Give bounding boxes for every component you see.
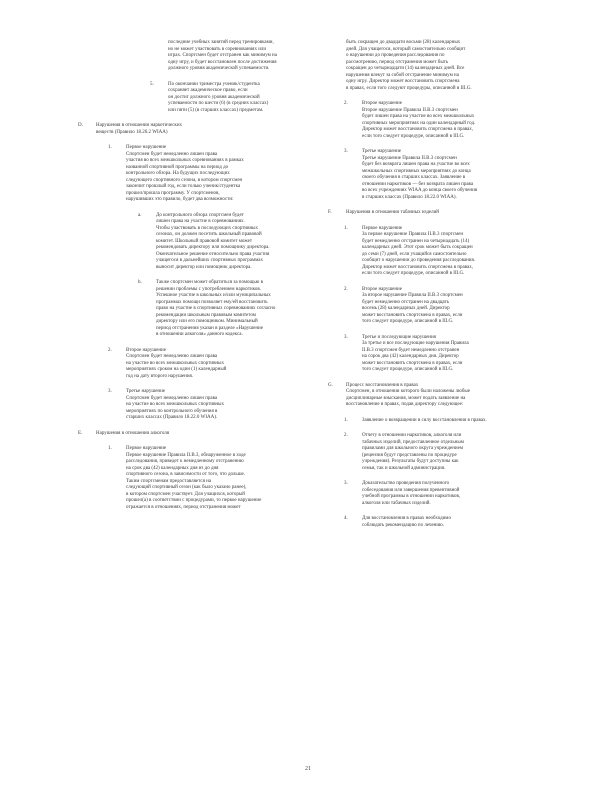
paragraph	[328, 210, 582, 217]
text-line: восемь (28) календарных дней. Директор	[362, 306, 450, 311]
paragraph	[328, 481, 582, 507]
list-marker: 1.	[344, 417, 348, 423]
list-marker: 3.	[344, 481, 348, 486]
text-line: дней. Для учащегося, который самостоятельно сообщит	[346, 46, 466, 52]
text-line: контрольного обзора. На будущих последующих	[126, 171, 230, 176]
text-line: (рецензия будут представлены по процедуре	[362, 452, 457, 458]
text-line: быть сокращен до двадцати восьми (28) календарных	[346, 40, 461, 45]
text-line: Второе нарушение Правила II.В.3 спортсмен	[362, 107, 458, 113]
list-marker: 3.	[344, 334, 348, 340]
text-line: нарушивших это правило, будет два возможности:	[126, 197, 234, 202]
text-line: сохраняет академическое право, если	[168, 88, 248, 93]
paragraph	[54, 280, 312, 339]
text-line: Директор может восстановить спортсмена в правах,	[362, 264, 473, 270]
text-line: Чтобы участвовать в последующих спортивных	[156, 225, 259, 231]
text-line: учебной программы в отношении наркотиков,	[362, 494, 461, 499]
text-line: Первое нарушение	[126, 145, 167, 150]
text-line: того следует процедуре, описанной в III.G.	[362, 319, 454, 324]
left-column	[54, 40, 312, 520]
text-line: может восстановить спортсмена в правах, если	[362, 360, 463, 366]
paragraph	[54, 123, 312, 136]
text-line: будет без возврата лишен права на участие во всех	[362, 162, 470, 167]
text-line: год на дату второго нарушения.	[126, 373, 194, 379]
text-line: Спортсмен будет немедленно лишен права	[126, 354, 218, 359]
text-line: Второе нарушение	[126, 347, 166, 353]
text-line: Второе нарушение	[362, 286, 402, 292]
text-line: играх. Спортсмен будет отстранен как минимум на	[168, 53, 277, 58]
text-line: дисциплинарные взыскания, может подать заявление на	[346, 395, 466, 401]
text-line: выносит директор или помощник директора.	[156, 264, 252, 270]
text-line: будет немедленно отстранен на четырнадцать (14)	[362, 238, 470, 244]
text-line: программах помощи позволяет ему/ей восстановить	[156, 299, 268, 305]
list-marker: 3.	[108, 389, 112, 394]
paragraph	[54, 446, 312, 511]
text-line: учреждения). Результаты будут доступны как	[362, 459, 459, 464]
text-line: может восстановить спортсмена в правах, если	[362, 312, 463, 318]
paragraph	[54, 348, 312, 381]
text-line: Первое нарушение Правила II.В.3, обнаруженное в ходе	[126, 452, 246, 458]
right-column	[328, 40, 582, 538]
paragraph	[54, 145, 312, 204]
text-line: Таким спортсменам предоставляется на	[126, 478, 212, 484]
text-line: или пяти (5) (в старших классах) предметам.	[168, 107, 264, 113]
text-line: межшкольных спортивных мероприятиях до конца	[362, 168, 471, 174]
text-line: в правах, если того следуют процедуры, описанной в III.G.	[346, 85, 472, 91]
text-line: сезонах, он должен посетить школьный правовой	[156, 232, 262, 237]
paragraph	[54, 82, 312, 115]
paragraph	[328, 418, 582, 425]
text-line: Спортсмен будет немедленно лишен права	[126, 151, 218, 157]
text-line: Также спортсмен может обратиться за помощью в	[156, 280, 264, 285]
text-line: одну игру. Директор может восстановить спортсмена	[346, 79, 460, 84]
text-line: в отношении алкоголя» данного кодекса.	[156, 332, 243, 337]
text-line: II.В.3 спортсмен будет немедленно отстранен	[362, 347, 460, 353]
text-line: директору или его помощником. Минимальный	[156, 319, 258, 324]
text-line: до семи (7) дней, если учащийся самостоятельно	[362, 251, 467, 257]
text-line: рекомендовать директору или помощнику директора.	[156, 245, 270, 250]
text-line: закончит прошлый год, если только ученик/студентка	[126, 184, 241, 189]
text-line: Третье нарушение	[126, 389, 165, 394]
text-line: на участие во всех межшкольных спортивных	[126, 360, 224, 366]
text-line: в старших классах (Правило 18.22.0 WIAA).	[362, 194, 457, 200]
text-line: Третье и последующие нарушения	[362, 334, 436, 340]
list-marker: b.	[138, 280, 142, 285]
list-marker: 2.	[108, 347, 112, 353]
text-line: Директор может восстановить спортсмена в правах,	[362, 127, 473, 132]
text-line: рекомендации школьным правовым комитетом	[156, 312, 256, 318]
text-line: прошел/прошла программу. У спортсменов,	[126, 190, 220, 196]
text-line: Отчету в отношении наркотиков, алкоголя или	[362, 433, 462, 438]
text-line: будет лишен права на участие во всех межшкольных	[362, 114, 475, 119]
text-line: Первое нарушение	[362, 225, 403, 231]
text-line: сокращен до четырнадцати (14) календарных дней. Все	[346, 66, 465, 71]
text-line: Нарушения в отношении наркотических	[96, 123, 183, 128]
text-line: табачных изделий, предоставленное отдельным	[362, 439, 464, 445]
paragraph	[54, 213, 312, 272]
text-line: отражается в отношениях, период отстранения может	[126, 504, 241, 510]
text-line: того следует процедуре, описанной в III.G.	[362, 367, 454, 372]
text-line: Успешное участие в школьных и/или муниципальных	[156, 293, 271, 298]
list-marker: E.	[78, 430, 83, 436]
text-line: нарушения влекут за собой отстранение минимум на	[346, 72, 459, 78]
paragraph	[328, 149, 582, 201]
text-line: Третье нарушение Правила II.В.3 спортсмен	[362, 155, 457, 161]
text-line: следующего спортивного сезона, в котором спортсмен	[126, 177, 243, 183]
text-line: соблюдать рекомендацию по лечению.	[362, 522, 445, 528]
text-line: Процесс восстановления в правах	[346, 382, 419, 388]
paragraph	[328, 101, 582, 140]
text-line: решении проблемы с употреблением наркотиков.	[156, 286, 261, 292]
text-line: рассмотрению, период отстранения может быть	[346, 59, 449, 65]
text-line: во всех учреждениях WIAA до конца своего обучения	[362, 188, 478, 193]
text-line: если того следует процедуре, описанной в III.G.	[362, 133, 465, 139]
text-line: веществ (Правило 18.26.2 WIAA)	[96, 129, 168, 135]
text-line: мероприятиях сроком на один (1) календарный	[126, 367, 227, 372]
text-line: прошел(а) в соответствии с процедурами, то первое нарушение	[126, 498, 262, 503]
text-line: Окончательное решение относительно права участия	[156, 251, 270, 257]
paragraph	[328, 335, 582, 374]
text-line: Спортсмен, в отношении которого были наложены любые	[346, 389, 471, 394]
text-line: До контрольного обзора спортсмен будет	[156, 212, 244, 218]
list-marker: 2.	[344, 101, 348, 106]
paragraph	[328, 287, 582, 326]
text-line: Нарушения в отношении табачных изделий	[346, 210, 439, 215]
text-line: учащегося в дальнейших спортивных программах	[156, 258, 263, 263]
text-line: спортивных мероприятиях на один календарный год.	[362, 120, 476, 126]
text-line: на срок два (42) календарных дня из до дня	[126, 465, 219, 471]
paragraph	[328, 516, 582, 529]
text-line: расследования, приведет к немедленному отстранению	[126, 459, 244, 464]
text-line: За первое нарушение Правила II.В.3 спортсмен	[362, 232, 464, 237]
text-line: одну игру, и будет восстановлен после достижения	[168, 59, 277, 65]
text-line: Для восстановления в правах необходимо	[362, 516, 451, 521]
text-line: За второе нарушение Правила II.В.3 спортсмен	[362, 293, 463, 298]
text-line: лишен права на участие в соревнованиях.	[156, 219, 245, 224]
text-line: собеседования или завершения превентивной	[362, 487, 460, 493]
text-line: По окончании триместра ученик/студентка	[168, 81, 260, 87]
paragraph	[54, 431, 312, 438]
paragraph	[328, 433, 582, 472]
list-marker: 1.	[108, 145, 112, 150]
text-line: семья, так и школьной администрации.	[362, 465, 446, 471]
paragraph	[54, 40, 312, 73]
list-marker: 5.	[150, 81, 154, 87]
text-line: Спортсмен будет немедленно лишен права	[126, 395, 218, 401]
list-marker: 2.	[344, 433, 348, 438]
text-line: Нарушения в отношении алкоголя	[96, 430, 170, 436]
paragraph	[328, 40, 582, 92]
text-line: алкоголя или табачных изделий.	[362, 500, 431, 506]
text-line: комитет. Школьный правовой комитет может	[156, 238, 253, 244]
text-line: сообщит о нарушении до проведения расследования.	[362, 258, 476, 263]
text-line: календарных дней. Этот срок может быть сокращен	[362, 245, 473, 250]
text-line: За третье и все последующие нарушения Правила	[362, 341, 469, 346]
text-line: если того следует процедуре, описанной в III.G.	[362, 271, 465, 276]
text-line: на участие во всех межшкольных спортивных	[126, 402, 224, 407]
text-line: Доказательство проведения полученного	[362, 481, 450, 486]
text-line: своего обучения в старших классах. Заявление в	[362, 175, 466, 180]
text-line: Заявление о возвращении в силу восстановления в правах.	[362, 417, 487, 423]
list-marker: G.	[328, 382, 333, 388]
text-line: в котором спортсмен участвует. Для учащихся, который	[126, 491, 245, 497]
text-line: он достиг должного уровня академической	[168, 94, 260, 100]
list-marker: 3.	[344, 149, 348, 154]
text-line: мероприятиях по контрольного обучения в	[126, 408, 218, 414]
text-line: будет немедленно отстранен на двадцать	[362, 299, 449, 305]
text-line: право на участие в спортивных соревнованиях согласно	[156, 306, 276, 311]
text-line: Второе нарушение	[362, 101, 402, 106]
text-line: период отстранения указан в разделе «Нарушение	[156, 325, 263, 331]
text-line: успеваемости по шести (6) (в средних классах)	[168, 101, 269, 106]
paragraph	[54, 389, 312, 422]
list-marker: D.	[78, 123, 83, 128]
text-line: старших классах (Правило 18.22.0 WIAA).	[126, 415, 218, 420]
text-line: участия во всех межшкольных соревнованиях в рамках	[126, 158, 244, 163]
page-number: 21	[305, 766, 311, 772]
text-line: названной спортивной программы на период до	[126, 164, 229, 170]
text-line: отношении наркотиков — без возврата лишен права	[362, 181, 474, 187]
paragraph	[328, 226, 582, 278]
list-marker: 1.	[344, 225, 348, 231]
text-line: восстановление в правах, подав директору следующее:	[346, 402, 464, 407]
text-line: Третье нарушение	[362, 149, 401, 154]
text-line: но не может участвовать в соревнованиях или	[168, 46, 267, 52]
list-marker: 4.	[344, 516, 348, 521]
paragraph	[328, 383, 582, 409]
list-marker: F.	[328, 210, 332, 215]
list-marker: 2.	[344, 286, 348, 292]
text-line: следующий спортивный сезон (как было указано ранее),	[126, 485, 247, 490]
text-line: спортивного сезона, в зависимости от того, что дольше.	[126, 472, 246, 477]
text-line: Первое нарушение	[126, 446, 167, 451]
text-line: правилами для школьного округа учреждением	[362, 446, 463, 451]
text-line: о нарушении до проведения расследования по	[346, 53, 445, 58]
list-marker: a.	[138, 212, 142, 218]
text-line: на сорок два (42) календарных дня. Директор	[362, 354, 459, 359]
text-line: должного уровня академической успеваемости.	[168, 66, 270, 71]
list-marker: 1.	[108, 446, 112, 451]
text-line: последние учебных занятий перед тренировками,	[168, 40, 274, 45]
